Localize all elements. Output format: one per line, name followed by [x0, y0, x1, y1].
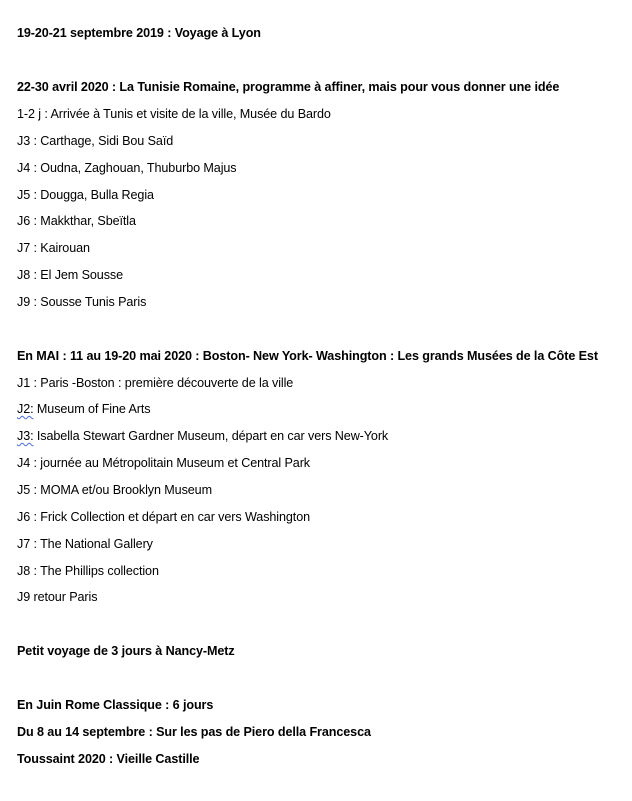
nancy-heading: Petit voyage de 3 jours à Nancy-Metz: [17, 644, 235, 658]
usa-day-1: J1 : Paris -Boston : première découverte de la ville: [17, 376, 294, 390]
tunisie-heading: 22-30 avril 2020 : La Tunisie Romaine, programme à affiner, mais pour vous donner une idée: [17, 80, 560, 94]
tunisie-day-1: 1-2 j : Arrivée à Tunis et visite de la ville, Musée du Bardo: [17, 107, 331, 121]
rome-heading: En Juin Rome Classique : 6 jours: [17, 698, 214, 712]
tunisie-day-9: J9 : Sousse Tunis Paris: [17, 295, 147, 309]
spellcheck-mark: J2:: [17, 402, 34, 416]
tunisie-day-5: J5 : Dougga, Bulla Regia: [17, 188, 154, 202]
tunisie-day-6: J6 : Makkthar, Sbeïtla: [17, 214, 136, 228]
tunisie-day-8: J8 : El Jem Sousse: [17, 268, 123, 282]
usa-day-3: [17, 428, 388, 444]
usa-heading: En MAI : 11 au 19-20 mai 2020 : Boston- New York- Washington : Les grands Musées de la Côte Est: [17, 349, 598, 363]
castille-heading: Toussaint 2020 : Vieille Castille: [17, 752, 200, 766]
usa-day-3-text: Isabella Stewart Gardner Museum, départ en car vers New-York: [36, 429, 389, 443]
tunisie-day-7: J7 : Kairouan: [17, 241, 90, 255]
tunisie-day-4: J4 : Oudna, Zaghouan, Thuburbo Majus: [17, 161, 237, 175]
usa-day-7: J7 : The National Gallery: [17, 537, 153, 551]
usa-day-2: [17, 401, 151, 417]
usa-day-6: J6 : Frick Collection et départ en car vers Washington: [17, 510, 311, 524]
piero-heading: Du 8 au 14 septembre : Sur les pas de Piero della Francesca: [17, 725, 371, 739]
lyon-heading: 19-20-21 septembre 2019 : Voyage à Lyon: [17, 26, 261, 40]
usa-day-5: J5 : MOMA et/ou Brooklyn Museum: [17, 483, 212, 497]
tunisie-day-3: J3 : Carthage, Sidi Bou Saïd: [17, 134, 174, 148]
usa-day-9: J9 retour Paris: [17, 590, 98, 604]
usa-day-2-text: Museum of Fine Arts: [36, 402, 151, 416]
usa-day-8: J8 : The Phillips collection: [17, 564, 159, 578]
spellcheck-mark: J3:: [17, 429, 34, 443]
usa-day-4: J4 : journée au Métropolitain Museum et Central Park: [17, 456, 310, 470]
